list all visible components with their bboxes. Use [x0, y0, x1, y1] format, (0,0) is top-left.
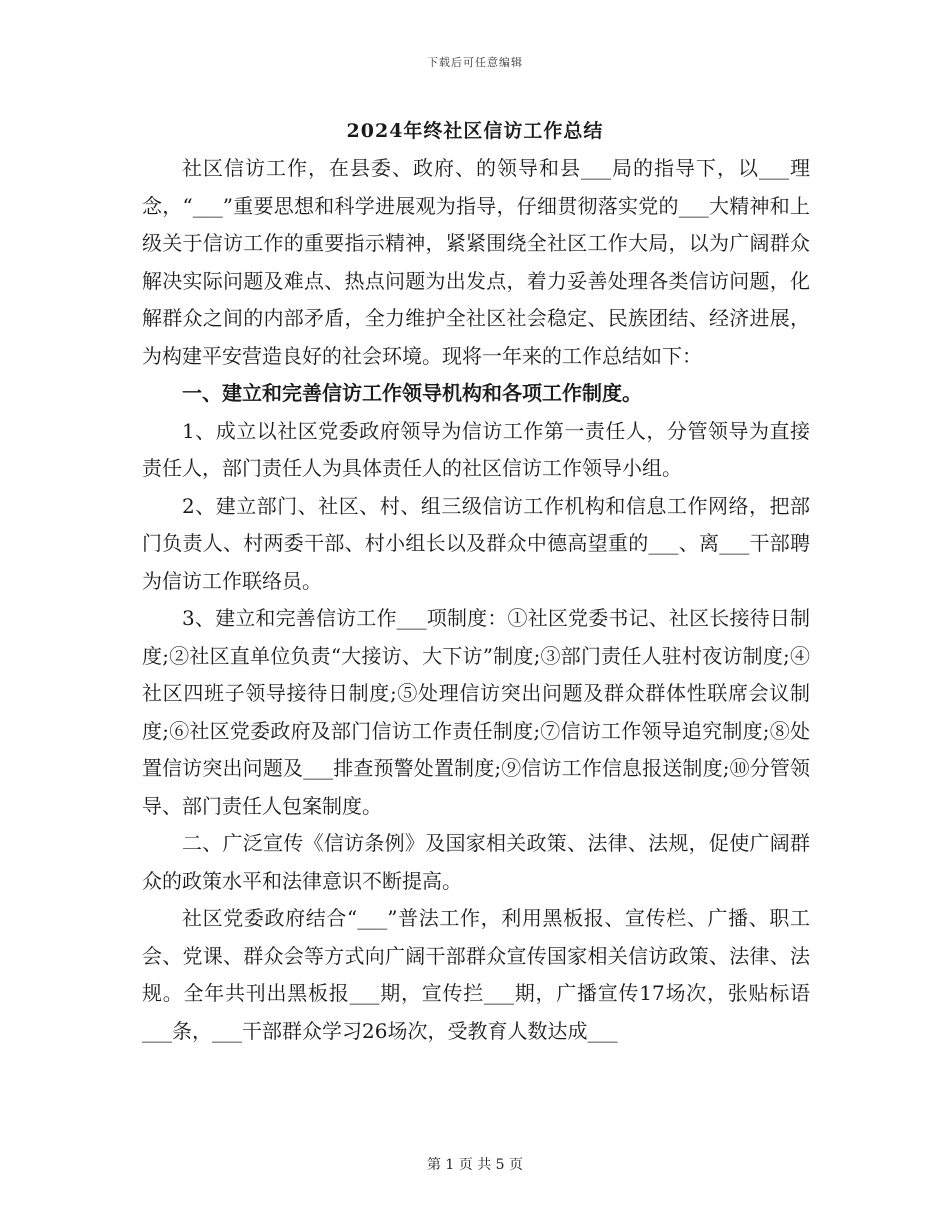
section-heading-1: 一、建立和完善信访工作领导机构和各项工作制度。 [182, 381, 642, 405]
item-paragraph-1: 1、成立以社区党委政府领导为信访工作第一责任人，分管领导为直接责任人，部门责任人为具体责任人的社区信访工作领导小组。 [142, 418, 810, 480]
header-note: 下载后可任意编辑 [427, 56, 523, 69]
item-paragraph-3: 3、建立和完善信访工作___项制度：①社区党委书记、社区长接待日制度;②社区直单位负责“大接访、大下访”制度;③部门责任人驻村夜访制度;④社区四班子领导接待日制度;⑤处理信访突出问题及群众群体性联席会议制度;⑥社区党委政府及部门信访工作责任制度;⑦信访工作领导追究制度;⑧处置信访突出问题及___排查预警处置制度;⑨信访工作信息报送制度;⑩分管领导、部门责任人包案制度。 [142, 606, 810, 818]
publicity-paragraph: 社区党委政府结合“___”普法工作，利用黑板报、宣传栏、广播、职工会、党课、群众会等方式向广阔干部群众宣传国家相关信访政策、法律、法规。全年共刊出黑板报___期，宣传拦___期，广播宣传17场次，张贴标语___条，___干部群众学习26场次，受教育人数达成___ [142, 906, 810, 1043]
section-heading-2: 二、广泛宣传《信访条例》及国家相关政策、法律、法规，促使广阔群众的政策水平和法律意识不断提高。 [142, 831, 810, 893]
page-indicator: 第 1 页 共 5 页 [426, 1157, 524, 1173]
intro-paragraph: 社区信访工作，在县委、政府、的领导和县___局的指导下，以___理念，“___”重要思想和科学进展观为指导，仔细贯彻落实党的___大精神和上级关于信访工作的重要指示精神，紧紧围绕全社区工作大局，以为广阔群众解决实际问题及难点、热点问题为出发点，着力妥善处理各类信访问题，化解群众之间的内部矛盾，全力维护全社区社会稳定、民族团结、经济进展，为构建平安营造良好的社会环境。现将一年来的工作总结如下： [142, 156, 810, 368]
document-body [142, 150, 810, 1050]
document-title: 2024年终社区信访工作总结 [346, 120, 604, 142]
item-paragraph-2: 2、建立部门、社区、村、组三级信访工作机构和信息工作网络，把部门负责人、村两委干部、村小组长以及群众中德高望重的___、离___干部聘为信访工作联络员。 [142, 493, 810, 593]
